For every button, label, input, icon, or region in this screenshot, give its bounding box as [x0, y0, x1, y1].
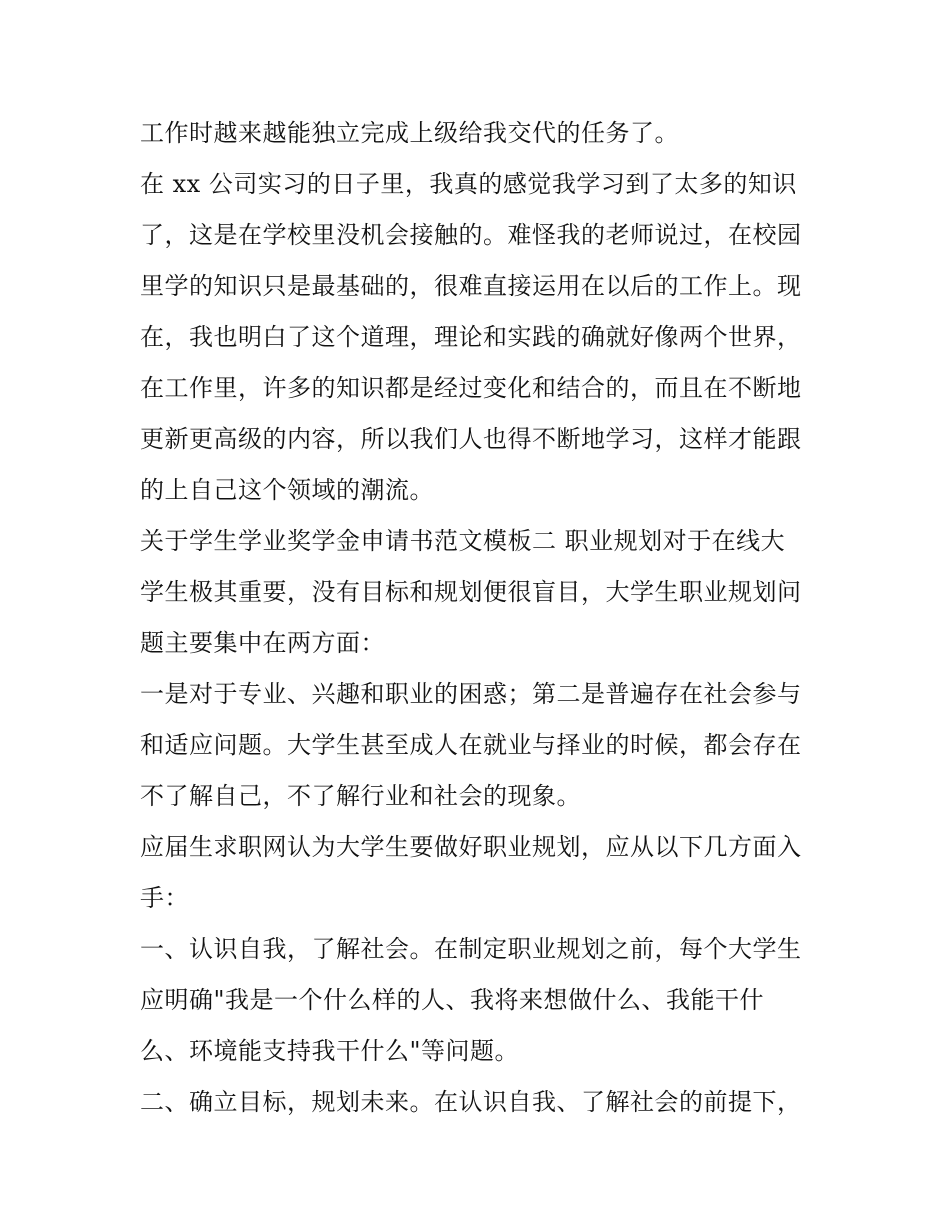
text-line: 应届生求职网认为大学生要做好职业规划，应从以下几方面入 — [140, 833, 802, 861]
text-line: 应明确"我是一个什么样的人、我将来想做什么、我能干什 — [140, 986, 765, 1014]
text-line: 和适应问题。大学生甚至成人在就业与择业的时候，都会存在 — [140, 731, 802, 759]
text-line: 关于学生学业奖学金申请书范文模板二 职业规划对于在线大 — [140, 527, 786, 555]
text-line: 在 xx 公司实习的日子里，我真的感觉我学习到了太多的知识 — [140, 170, 797, 198]
text-line: 在，我也明白了这个道理，理论和实践的确就好像两个世界， — [140, 323, 802, 351]
text-line: 一是对于专业、兴趣和职业的困惑；第二是普遍存在社会参与 — [140, 680, 802, 708]
document-body — [140, 108, 820, 1128]
text-line: 一、认识自我，了解社会。在制定职业规划之前，每个大学生 — [140, 935, 802, 963]
text-line: 更新更高级的内容，所以我们人也得不断地学习，这样才能跟 — [140, 425, 802, 453]
text-line: 了，这是在学校里没机会接触的。难怪我的老师说过，在校园 — [140, 221, 802, 249]
text-line: 题主要集中在两方面： — [140, 629, 385, 657]
text-line: 工作时越来越能独立完成上级给我交代的任务了。 — [140, 119, 679, 147]
text-line: 么、环境能支持我干什么"等问题。 — [140, 1037, 520, 1065]
text-line: 手： — [140, 884, 189, 912]
text-line: 里学的知识只是最基础的，很难直接运用在以后的工作上。现 — [140, 272, 802, 300]
text-line: 的上自己这个领域的潮流。 — [140, 476, 434, 504]
text-line: 学生极其重要，没有目标和规划便很盲目，大学生职业规划问 — [140, 578, 802, 606]
text-line: 在工作里，许多的知识都是经过变化和结合的，而且在不断地 — [140, 374, 802, 402]
text-line: 二、确立目标，规划未来。在认识自我、了解社会的前提下， — [140, 1088, 802, 1116]
text-line: 不了解自己，不了解行业和社会的现象。 — [140, 782, 581, 810]
